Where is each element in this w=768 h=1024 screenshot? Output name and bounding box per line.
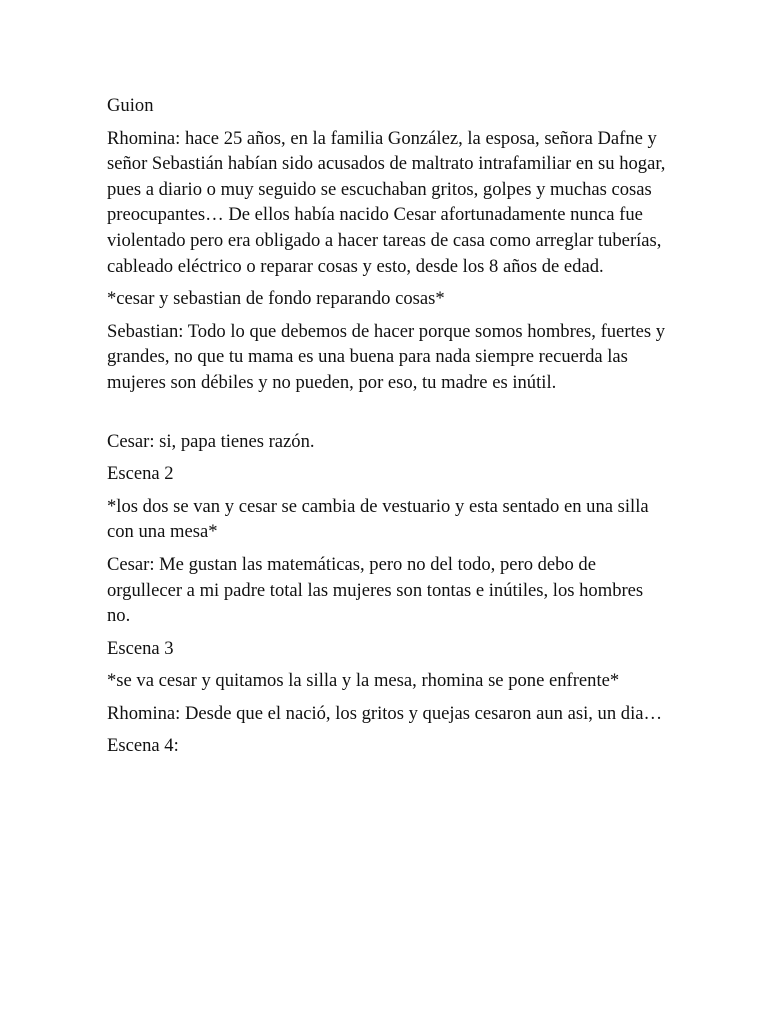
scene-heading: Escena 4: [107,735,179,757]
narration-paragraph: Rhomina: hace 25 años, en la familia González, la esposa, señora Dafne y señor Sebastián habían sido acusados de maltrato intrafamiliar en su hogar, pues a diario o muy seguido se escuchaban gritos, golpes y muchas cosas preocupantes… De ellos había nacido Cesar afortunadamente nunca fue violentado pero era obligado a hacer tareas de casa como arreglar tuberías, cableado eléctrico o reparar cosas y esto, desde los 8 años de edad. [107,127,666,277]
stage-direction: *cesar y sebastian de fondo reparando cosas* [107,288,445,310]
stage-direction: *se va cesar y quitamos la silla y la mesa, rhomina se pone enfrente* [107,670,620,692]
scene-heading: Escena 3 [107,637,174,659]
document-title: Guion [107,95,154,116]
dialogue-paragraph: Cesar: Me gustan las matemáticas, pero no del todo, pero debo de orgullecer a mi padre total las mujeres son tontas e inútiles, los hombres no. [107,553,644,627]
scene-heading: Escena 2 [107,463,174,485]
stage-direction: *los dos se van y cesar se cambia de vestuario y esta sentado en una silla con una mesa* [107,495,649,543]
document-page [107,93,667,766]
dialogue-paragraph: Sebastian: Todo lo que debemos de hacer porque somos hombres, fuertes y grandes, no que tu mama es una buena para nada siempre recuerda las mujeres son débiles y no pueden, por eso, tu madre es inútil. [107,320,666,393]
narration-paragraph: Rhomina: Desde que el nació, los gritos y quejas cesaron aun asi, un dia… [107,702,663,724]
dialogue-paragraph: Cesar: si, papa tienes razón. [107,430,315,452]
